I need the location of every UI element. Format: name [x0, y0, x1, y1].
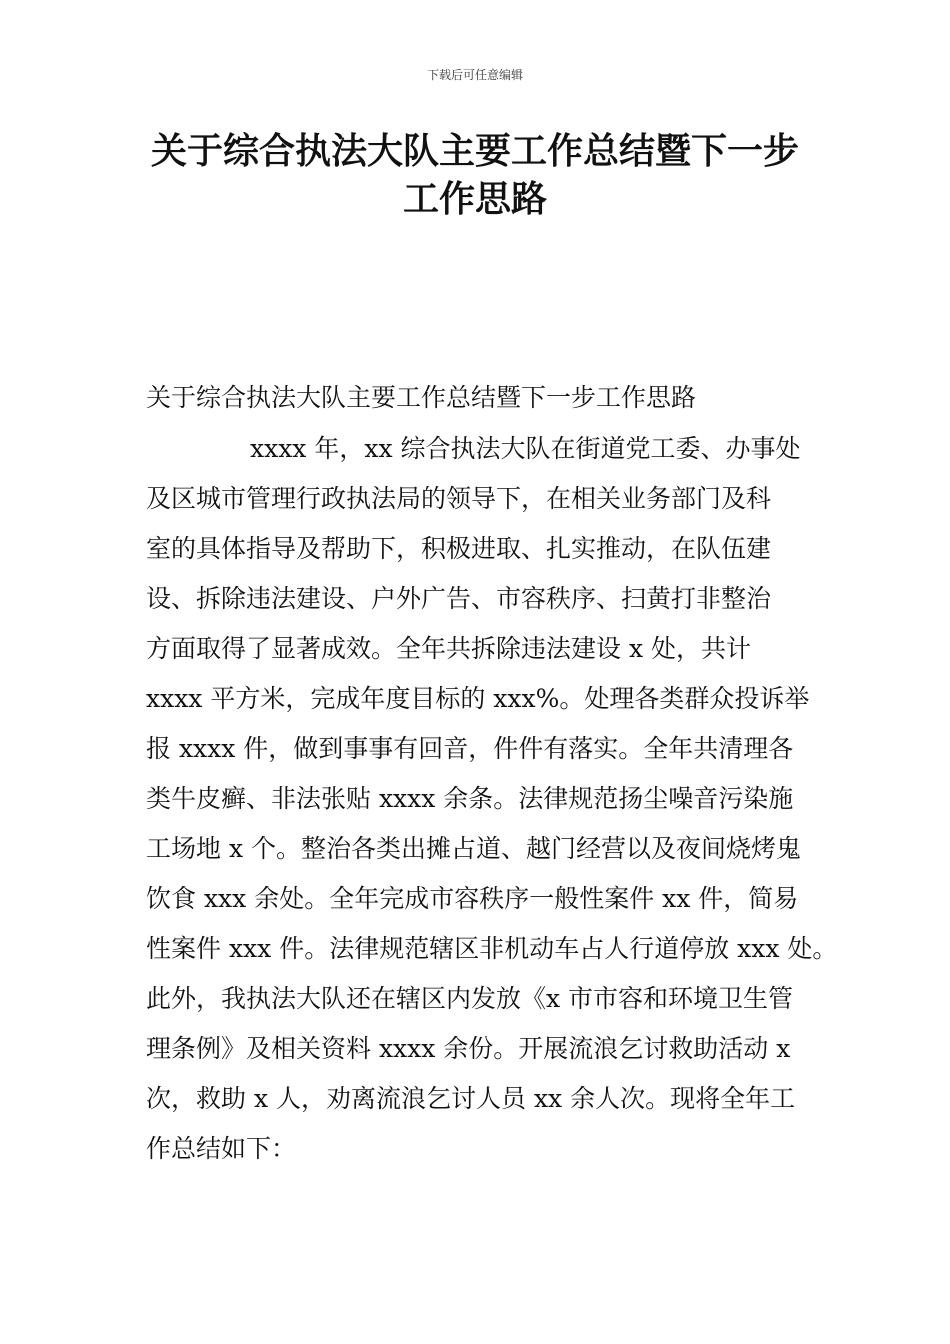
title-line-1: 关于综合执法大队主要工作总结暨下一步	[150, 131, 799, 172]
body-line: 作总结如下：	[146, 1134, 297, 1163]
body-line: 此外，我执法大队还在辖区内发放《x 市市容和环境卫生管	[146, 984, 794, 1013]
body-line: 类牛皮癣、非法张贴 xxxx 余条。法律规范扬尘噪音污染施	[146, 784, 794, 813]
body-line: 饮食 xxx 余处。全年完成市容秩序一般性案件 xx 件，简易	[146, 884, 799, 913]
body-line: 及区城市管理行政执法局的领导下，在相关业务部门及科	[146, 484, 772, 513]
body-line: 次，救助 x 人，劝离流浪乞讨人员 xx 余人次。现将全年工	[146, 1084, 796, 1113]
body-line: 室的具体指导及帮助下，积极进取、扎实推动，在队伍建	[146, 534, 772, 563]
body-line: xxxx 平方米，完成年度目标的 xxx%。处理各类群众投诉举	[146, 684, 810, 713]
document-subtitle: 关于综合执法大队主要工作总结暨下一步工作思路	[146, 383, 697, 412]
header-note: 下载后可任意编辑	[426, 68, 523, 82]
body-line: 工场地 x 个。整治各类出摊占道、越门经营以及夜间烧烤鬼	[146, 834, 801, 863]
body-text	[146, 430, 846, 1180]
body-line: 方面取得了显著成效。全年共拆除违法建设 x 处，共计	[146, 634, 751, 663]
body-line: 理条例》及相关资料 xxxx 余份。开展流浪乞讨救助活动 x	[146, 1034, 791, 1063]
title-line-2: 工作思路	[402, 179, 547, 220]
body-line: 设、拆除违法建设、户外广告、市容秩序、扫黄打非整治	[146, 584, 772, 613]
body-line: 性案件 xxx 件。法律规范辖区非机动车占人行道停放 xxx 处。	[146, 934, 838, 963]
body-line: 报 xxxx 件，做到事事有回音，件件有落实。全年共清理各	[146, 734, 794, 763]
body-line: xxxx 年，xx 综合执法大队在街道党工委、办事处	[250, 434, 801, 463]
document-title	[100, 128, 850, 224]
